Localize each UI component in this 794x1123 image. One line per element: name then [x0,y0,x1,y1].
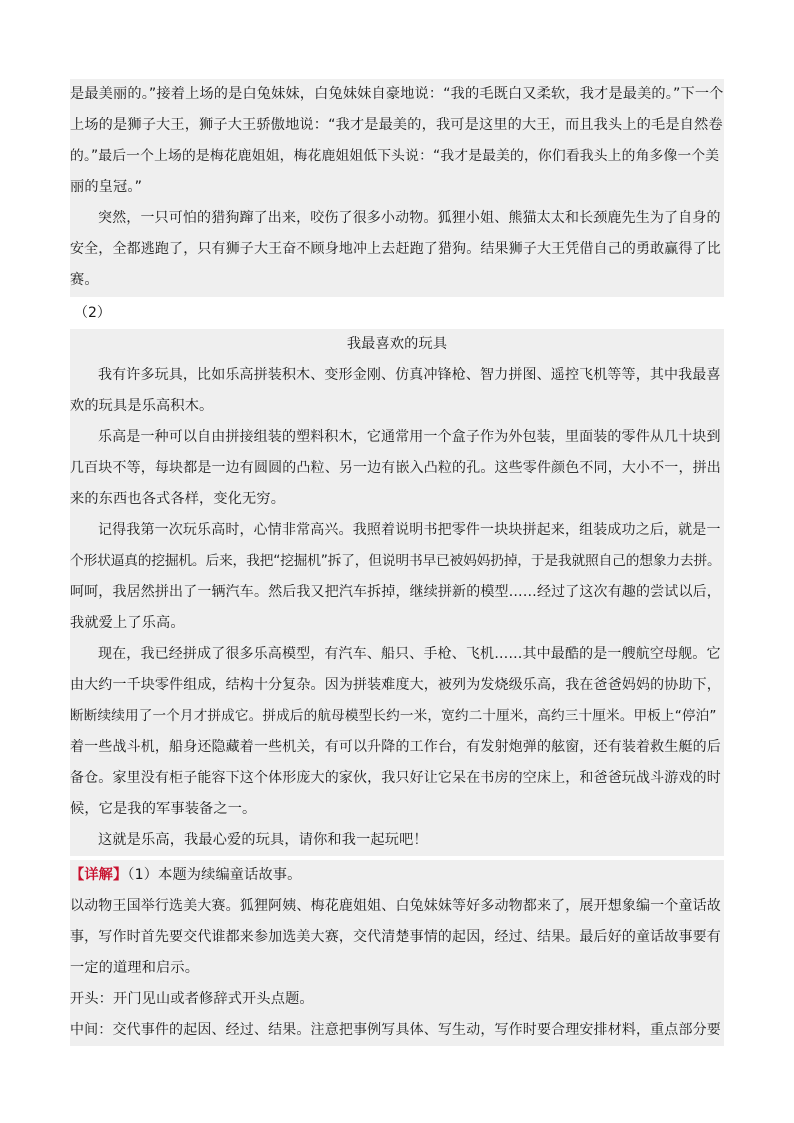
analysis-line: 中间：交代事件的起因、经过、结果。注意把事例写具体、写生动，写作时要合理安排材料，重点部分要 [70,1022,721,1038]
story-line: 是最美丽的。”接着上场的是白兔妹妹，白兔妹妹自豪地说：“我的毛既白又柔软，我才是最美的。”下一个 [70,86,724,102]
essay-line: 来的东西也各式各样，变化无穷。 [70,491,286,507]
analysis-line: 开头：开门见山或者修辞式开头点题。 [70,991,314,1007]
essay-line: 这就是乐高，我最心爱的玩具，请你和我一起玩吧！ [98,832,428,848]
section-label: （2） [74,305,111,321]
analysis-line: 一定的道理和启示。 [70,960,200,976]
analysis-first: （1）本题为续编童话故事。 [127,867,302,883]
essay-block [70,329,724,856]
essay-line: 着一些战斗机，船身还隐藏着一些机关，有可以升降的工作台，有发射炮弹的舷窗，还有装着救生艇的后 [70,739,721,755]
essay-line: 我就爱上了乐高。 [70,615,185,631]
analysis-block [70,860,724,1046]
analysis-line: 以动物王国举行选美大赛。狐狸阿姨、梅花鹿姐姐、白兔妹妹等好多动物都来了，展开想象编一个童话故 [70,898,721,914]
analysis-line: 事，写作时首先要交代谁都来参加选美大赛，交代清楚事情的起因，经过、结果。最后好的童话故事要有 [70,929,721,945]
analysis-label: 【详解】 [70,867,128,883]
analysis-heading [70,860,724,891]
story-line: 上场的是狮子大王，狮子大王骄傲地说：“我才是最美的，我可是这里的大王，而且我头上的毛是自然卷 [70,117,723,133]
story-line: 丽的皇冠。” [70,179,143,195]
essay-line: 我有许多玩具，比如乐高拼装积木、变形金刚、仿真冲锋枪、智力拼图、遥控飞机等等，其中我最喜 [98,367,721,383]
essay-line: 断断续续用了一个月才拼成它。拼成后的航母模型长约一米，宽约二十厘米，高约三十厘米。甲板上“停泊” [70,708,717,724]
essay-line: 备仓。家里没有柜子能容下这个体形庞大的家伙，我只好让它呆在书房的空床上，和爸爸玩战斗游戏的时 [70,770,721,786]
essay-line: 呵呵，我居然拼出了一辆汽车。然后我又把汽车拆掉，继续拼新的模型……经过了这次有趣的尝试以后， [70,584,721,600]
essay-line: 现在，我已经拼成了很多乐高模型，有汽车、船只、手枪、飞机……其中最酷的是一艘航空母舰。它 [98,646,721,662]
story-line: 突然，一只可怕的猎狗蹿了出来，咬伤了很多小动物。狐狸小姐、熊猫太太和长颈鹿先生为了自身的 [98,210,721,226]
story-line: 安全，全都逃跑了，只有狮子大王奋不顾身地冲上去赶跑了猎狗。结果狮子大王凭借自己的勇敢赢得了比 [70,241,721,257]
story-line: 赛。 [70,272,99,288]
story-continuation-block [70,79,724,297]
essay-line: 候，它是我的军事装备之一。 [70,801,257,817]
essay-line: 个形状逼真的挖掘机。后来，我把“挖掘机”拆了，但说明书早已被妈妈扔掉，于是我就照自己的想象力去拼。 [70,553,721,569]
essay-line: 记得我第一次玩乐高时，心情非常高兴。我照着说明书把零件一块块拼起来，组装成功之后，就是一 [98,522,721,538]
essay-line: 乐高是一种可以自由拼接组装的塑料积木，它通常用一个盒子作为外包装，里面装的零件从几十块到 [98,429,721,445]
essay-line: 欢的玩具是乐高积木。 [70,398,214,414]
story-line: 的。”最后一个上场的是梅花鹿姐姐，梅花鹿姐姐低下头说：“我才是最美的，你们看我头上的角多像一个美 [70,148,720,164]
essay-line: 由大约一千块零件组成，结构十分复杂。因为拼装难度大，被列为发烧级乐高，我在爸爸妈妈的协助下， [70,677,721,693]
essay-title: 我最喜欢的玩具 [346,336,448,352]
essay-line: 几百块不等，每块都是一边有圆圆的凸粒、另一边有嵌入凸粒的孔。这些零件颜色不同，大小不一，拼出 [70,460,721,476]
